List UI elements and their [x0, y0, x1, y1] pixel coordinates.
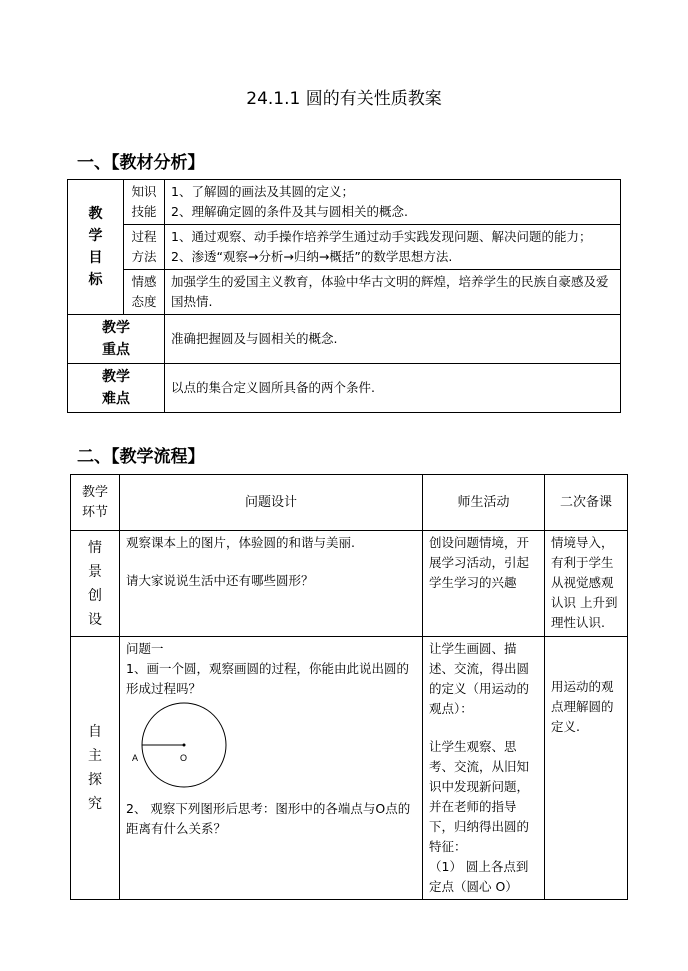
teaching-flow-table	[70, 474, 628, 900]
attitude-content: 加强学生的爱国主义教育，体验中华古文明的辉煌，培养学生的民族自豪感及爱国热情.	[165, 270, 621, 315]
question-1: 1、画一个圆，观察画圆的过程，你能由此说出圆的形成过程吗？	[126, 661, 409, 696]
difficult-point-content: 以点的集合定义圆所具备的两个条件.	[165, 364, 621, 413]
table-row	[68, 364, 621, 413]
point-label-a: A	[132, 753, 139, 763]
question-title: 问题一	[126, 641, 164, 656]
section-heading-material-analysis: 一、【教材分析】	[77, 153, 205, 173]
stage-self-exploration: 自 主 探 究	[71, 637, 120, 900]
question-2: 2、 观察下列图形后思考：图形中的各端点与O点的距离有什么关系？	[126, 801, 411, 836]
document-title: 24.1.1 圆的有关性质教案	[246, 89, 442, 109]
teaching-goals-label: 教 学 目 标	[68, 180, 124, 315]
table-header-row	[71, 475, 628, 531]
stage-scenario: 情 景 创 设	[71, 531, 120, 637]
question-design-cell	[120, 531, 423, 637]
knowledge-content: 1、了解圆的画法及其圆的定义； 2、理解确定圆的条件及其与圆相关的概念.	[165, 180, 621, 225]
notes-text: 情境导入，有利于学生从视觉感观认识 上升到理性认识.	[545, 531, 628, 637]
header-second-prep: 二次备课	[545, 475, 628, 531]
table-row	[68, 225, 621, 270]
material-analysis-table	[67, 179, 621, 413]
difficult-point-label: 教学 难点	[68, 364, 165, 413]
header-stage: 教学 环节	[71, 475, 120, 531]
design-text: 请大家说说生活中还有哪些圆形？	[126, 573, 314, 588]
activity-text: （1） 圆上各点到定点（圆心 O）	[429, 859, 529, 894]
key-point-content: 准确把握圆及与圆相关的概念.	[165, 315, 621, 364]
row-label-knowledge: 知识 技能	[124, 180, 165, 225]
table-row	[68, 180, 621, 225]
design-text: 观察课本上的图片，体验圆的和谐与美丽.	[126, 535, 355, 550]
activity-text: 让学生观察、思考、交流，从旧知识中发现新问题，并在老师的指导下，归纳得出圆的特征：	[429, 739, 530, 854]
process-content: 1、通过观察、动手操作培养学生通过动手实践发现问题、解决问题的能力； 2、渗透“观察→分析→归纳→概括”的数学思想方法.	[165, 225, 621, 270]
section-heading-teaching-flow: 二、【教学流程】	[77, 447, 205, 467]
table-row	[71, 637, 628, 900]
row-label-attitude: 情感 态度	[124, 270, 165, 315]
point-label-o: O	[180, 753, 188, 763]
activity-text: 让学生画圆、描述、交流，得出圆的定义（用运动的观点）：	[429, 641, 530, 716]
notes-text: 用运动的观点理解圆的定义.	[545, 637, 628, 900]
key-point-label: 教学 重点	[68, 315, 165, 364]
center-point	[183, 744, 186, 747]
activity-cell	[423, 637, 545, 900]
header-question-design: 问题设计	[120, 475, 423, 531]
table-row	[68, 315, 621, 364]
activity-text: 创设问题情境，开展学习活动，引起学生学习的兴趣	[423, 531, 545, 637]
circle-figure	[126, 699, 416, 799]
header-activity: 师生活动	[423, 475, 545, 531]
row-label-process: 过程 方法	[124, 225, 165, 270]
table-row	[71, 531, 628, 637]
question-design-cell	[120, 637, 423, 900]
table-row	[68, 270, 621, 315]
